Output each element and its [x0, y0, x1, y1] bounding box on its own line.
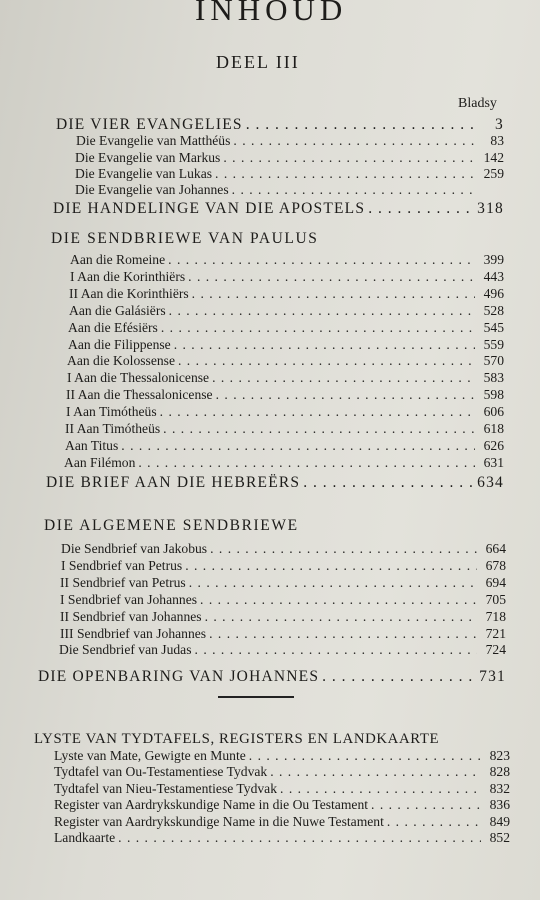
leader-dots — [189, 575, 477, 591]
toc-entry — [68, 337, 504, 353]
leader-dots — [223, 150, 475, 166]
toc-page-number: 724 — [485, 642, 506, 657]
toc-entry-label: Tydtafel van Nieu-Testamentiese Tydvak — [54, 781, 278, 796]
toc-entry-label: I Sendbrief van Johannes — [60, 592, 198, 607]
toc-entry — [66, 387, 504, 403]
toc-entry — [75, 150, 504, 166]
toc-entry-label: Aan die Filippense — [68, 337, 171, 352]
toc-page-number: 318 — [477, 200, 504, 217]
toc-entry — [76, 133, 504, 149]
toc-entry-label: II Sendbrief van Johannes — [60, 609, 202, 624]
toc-entry — [64, 455, 504, 471]
toc-entry — [65, 421, 504, 437]
toc-entry — [61, 558, 506, 574]
toc-entry-label: Register van Aardrykskundige Name in die Ou Testament — [54, 797, 369, 812]
leader-dots — [188, 269, 475, 285]
leader-dots — [387, 814, 481, 830]
leader-dots — [192, 286, 475, 302]
leader-dots — [168, 252, 475, 268]
leader-dots — [215, 166, 475, 182]
toc-entry-label: Die Evangelie van Johannes — [75, 182, 229, 197]
toc-entry-label: Landkaarte — [54, 830, 116, 845]
toc-section-label: DIE HANDELINGE VAN DIE APOSTELS — [53, 200, 366, 217]
toc-page-number: 598 — [483, 387, 504, 402]
section-heading-algemene: DIE ALGEMENE SENDBRIEWE — [44, 517, 299, 534]
toc-entry — [54, 781, 510, 797]
toc-entry-label: I Sendbrief van Petrus — [61, 558, 183, 573]
toc-section-label: DIE OPENBARING VAN JOHANNES — [38, 668, 320, 685]
toc-entry — [68, 320, 504, 336]
leader-dots — [212, 370, 475, 386]
toc-page-number: 718 — [485, 609, 506, 624]
toc-entry — [66, 404, 504, 420]
toc-entry — [60, 592, 506, 608]
toc-page-number: 399 — [483, 252, 504, 267]
toc-entry-label: II Sendbrief van Petrus — [60, 575, 186, 590]
toc-entry — [59, 642, 506, 658]
leader-dots — [185, 558, 477, 574]
toc-page-number: 559 — [483, 337, 504, 352]
toc-entry-label: Aan die Efésiërs — [68, 320, 158, 335]
leader-dots — [138, 455, 475, 471]
toc-entry-label: Tydtafel van Ou-Testamentiese Tydvak — [54, 764, 268, 779]
toc-page-number: 570 — [483, 353, 504, 368]
toc-entry — [60, 575, 506, 591]
toc-entry — [69, 303, 504, 319]
leader-dots — [174, 337, 475, 353]
leader-dots — [270, 764, 481, 780]
leader-dots — [280, 781, 481, 797]
leader-dots — [205, 609, 477, 625]
leader-dots — [169, 303, 475, 319]
leader-dots — [368, 200, 474, 218]
toc-entry-label: Aan Filémon — [64, 455, 136, 470]
leader-dots — [195, 642, 477, 658]
toc-entry — [54, 797, 510, 813]
leader-dots — [303, 474, 474, 492]
toc-page-number: 443 — [483, 269, 504, 284]
section-heading-paulus: DIE SENDBRIEWE VAN PAULUS — [51, 230, 319, 247]
toc-entry — [69, 286, 504, 302]
toc-page-number: 849 — [489, 814, 510, 829]
section-heading-lyste: LYSTE VAN TYDTAFELS, REGISTERS EN LANDKAARTE — [34, 731, 440, 747]
toc-entry — [54, 830, 510, 846]
leader-dots — [161, 320, 475, 336]
toc-page-number: 678 — [485, 558, 506, 573]
toc-entry-label: I Aan die Korinthiërs — [70, 269, 186, 284]
toc-entry — [60, 626, 506, 642]
toc-entry-label: II Aan Timótheüs — [65, 421, 161, 436]
page-title: INHOUD — [195, 0, 348, 27]
leader-dots — [121, 438, 475, 454]
toc-page-number: 694 — [485, 575, 506, 590]
toc-entry — [67, 370, 504, 386]
toc-entry-label: Aan die Romeine — [70, 252, 166, 267]
toc-page-number: 828 — [489, 764, 510, 779]
toc-section-handelinge — [53, 200, 504, 216]
toc-section-hebreers — [46, 474, 504, 490]
leader-dots — [249, 748, 481, 764]
toc-section-vier-evangelies — [56, 116, 504, 132]
toc-page-number: 528 — [483, 303, 504, 318]
leader-dots — [371, 797, 481, 813]
toc-entry — [61, 541, 506, 557]
toc-entry-label: I Aan Timótheüs — [66, 404, 157, 419]
toc-entry-label: Register van Aardrykskundige Name in die Nuwe Testament — [54, 814, 384, 829]
toc-entry — [67, 353, 504, 369]
toc-page-number: 606 — [483, 404, 504, 419]
leader-dots — [200, 592, 477, 608]
toc-page-number: 836 — [489, 797, 510, 812]
leader-dots — [209, 626, 477, 642]
toc-entry-label: II Aan die Korinthiërs — [69, 286, 189, 301]
toc-section-label: DIE BRIEF AAN DIE HEBREËRS — [46, 474, 301, 491]
toc-page-number: 823 — [489, 748, 510, 763]
toc-page-number: 634 — [477, 474, 504, 491]
toc-page-number: 496 — [483, 286, 504, 301]
toc-page-number: 545 — [483, 320, 504, 335]
toc-entry-label: Die Evangelie van Matthéüs — [76, 133, 231, 148]
toc-entry-label: Die Evangelie van Lukas — [75, 166, 213, 181]
toc-entry-label: III Sendbrief van Johannes — [60, 626, 207, 641]
toc-page-number: 705 — [485, 592, 506, 607]
leader-dots — [233, 133, 475, 149]
toc-page-number: 832 — [489, 781, 510, 796]
toc-page-number: 583 — [483, 370, 504, 385]
leader-dots — [216, 387, 475, 403]
toc-entry-label: Aan die Galásiërs — [69, 303, 166, 318]
toc-section-openbaring — [38, 668, 506, 684]
leader-dots — [178, 353, 475, 369]
toc-entry-label: I Aan die Thessalonicense — [67, 370, 210, 385]
leader-dots — [232, 182, 475, 198]
toc-page-number: 631 — [483, 455, 504, 470]
toc-entry — [54, 764, 510, 780]
toc-entry — [70, 269, 504, 285]
toc-entry-label: II Aan die Thessalonicense — [66, 387, 213, 402]
section-divider — [218, 696, 294, 698]
toc-page-number: 626 — [483, 438, 504, 453]
toc-entry-label: Aan Titus — [65, 438, 119, 453]
leader-dots — [163, 421, 475, 437]
toc-page-number: 664 — [485, 541, 506, 556]
leader-dots — [246, 116, 475, 134]
toc-entry — [54, 748, 510, 764]
toc-page-number: 852 — [489, 830, 510, 845]
part-heading: DEEL III — [216, 52, 300, 72]
toc-entry-label: Lyste van Mate, Gewigte en Munte — [54, 748, 246, 763]
toc-section-label: DIE VIER EVANGELIES — [56, 116, 243, 133]
toc-page-number: 259 — [483, 166, 504, 181]
toc-entry — [60, 609, 506, 625]
page-column-label: Bladsy — [458, 96, 497, 111]
toc-entry — [65, 438, 504, 454]
toc-entry — [75, 166, 504, 182]
toc-entry-label: Die Sendbrief van Judas — [59, 642, 192, 657]
toc-page-number: 3 — [495, 116, 504, 133]
toc-entry — [54, 814, 510, 830]
toc-page-number: 618 — [483, 421, 504, 436]
leader-dots — [160, 404, 475, 420]
toc-entry-label: Die Evangelie van Markus — [75, 150, 221, 165]
toc-entry — [75, 182, 504, 198]
toc-page-number: 721 — [485, 626, 506, 641]
toc-entry — [70, 252, 504, 268]
leader-dots — [118, 830, 481, 846]
leader-dots — [210, 541, 477, 557]
toc-page-number: 142 — [483, 150, 504, 165]
leader-dots — [322, 668, 476, 686]
toc-page-number: 731 — [479, 668, 506, 685]
toc-entry-label: Aan die Kolossense — [67, 353, 175, 368]
toc-entry-label: Die Sendbrief van Jakobus — [61, 541, 208, 556]
toc-page-number: 83 — [490, 133, 504, 148]
